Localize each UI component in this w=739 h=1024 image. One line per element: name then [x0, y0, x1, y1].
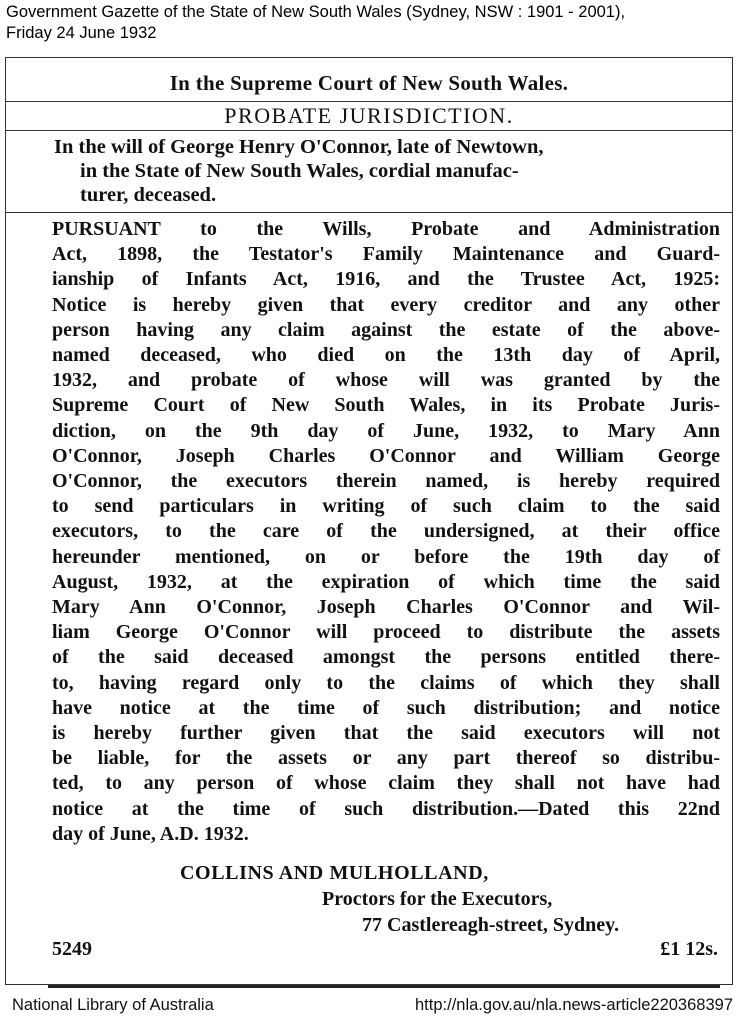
- body-line: person having any claim against the estate of the above-: [52, 318, 720, 341]
- body-line: O'Connor, Joseph Charles O'Connor and William George: [52, 444, 720, 467]
- signature-address: 77 Castlereagh-street, Sydney.: [362, 914, 620, 936]
- court-heading: In the Supreme Court of New South Wales.: [6, 58, 732, 102]
- signature-firm: COLLINS AND MULHOLLAND,: [180, 862, 489, 884]
- body-line: August, 1932, at the expiration of which time the said: [52, 570, 720, 593]
- body-line: O'Connor, the executors therein named, is hereby required: [52, 470, 720, 493]
- body-line: ianship of Infants Act, 1916, and the Trustee Act, 1925:: [52, 268, 720, 291]
- body-line: diction, on the 9th day of June, 1932, to Mary Ann: [52, 419, 720, 442]
- body-line: is hereby further given that the said executors will not: [52, 722, 720, 745]
- body-line: notice at the time of such distribution.—Dated this 22nd: [52, 797, 720, 820]
- body-line: named deceased, who died on the 13th day of April,: [52, 344, 720, 367]
- notice-fee: £1 12s.: [660, 938, 718, 960]
- body-line: to, having regard only to the claims of which they shall: [52, 671, 720, 694]
- footer-url[interactable]: http://nla.gov.au/nla.news-article220368397: [415, 996, 733, 1014]
- notice-reference-number: 5249: [52, 938, 92, 960]
- body-line: of the said deceased amongst the persons entitled there-: [52, 646, 720, 669]
- source-citation: [6, 2, 736, 44]
- body-line: Act, 1898, the Testator's Family Maintenance and Guard-: [52, 243, 720, 266]
- body-line: 1932, and probate of whose will was granted by the: [52, 369, 720, 392]
- body-line: Notice is hereby given that every creditor and any other: [52, 293, 720, 316]
- notice-body: [6, 213, 732, 847]
- body-line: be liable, for the assets or any part thereof so distribu-: [52, 747, 720, 770]
- body-line: have notice at the time of such distribution; and notice: [52, 696, 720, 719]
- body-line: executors, to the care of the undersigned, at their office: [52, 520, 720, 543]
- source-date: Friday 24 June 1932: [6, 24, 157, 42]
- source-title: Government Gazette of the State of New South Wales (Sydney, NSW : 1901 - 2001),: [6, 3, 626, 21]
- will-heading-line: in the State of New South Wales, cordial manufac-: [80, 160, 519, 182]
- probate-notice: [5, 57, 733, 985]
- body-line: Supreme Court of New South Wales, in its Probate Juris-: [52, 394, 720, 417]
- body-line: Mary Ann O'Connor, Joseph Charles O'Connor and Wil-: [52, 596, 720, 619]
- jurisdiction-heading: PROBATE JURISDICTION.: [6, 102, 732, 131]
- body-line: liam George O'Connor will proceed to distribute the assets: [52, 621, 720, 644]
- body-line: to send particulars in writing of such claim to the said: [52, 495, 720, 518]
- body-line: day of June, A.D. 1932.: [52, 822, 249, 845]
- body-line: ted, to any person of whose claim they shall not have had: [52, 772, 720, 795]
- body-line: hereunder mentioned, on or before the 19th day of: [52, 545, 720, 568]
- signature-role: Proctors for the Executors,: [322, 888, 553, 910]
- will-heading: [6, 131, 732, 213]
- bottom-rule: [48, 985, 720, 988]
- footer-library: National Library of Australia: [12, 996, 214, 1014]
- body-line: PURSUANT to the Wills, Probate and Administration: [52, 218, 720, 240]
- will-heading-line: turer, deceased.: [80, 184, 217, 206]
- will-heading-line: In the will of George Henry O'Connor, late of Newtown,: [54, 136, 544, 158]
